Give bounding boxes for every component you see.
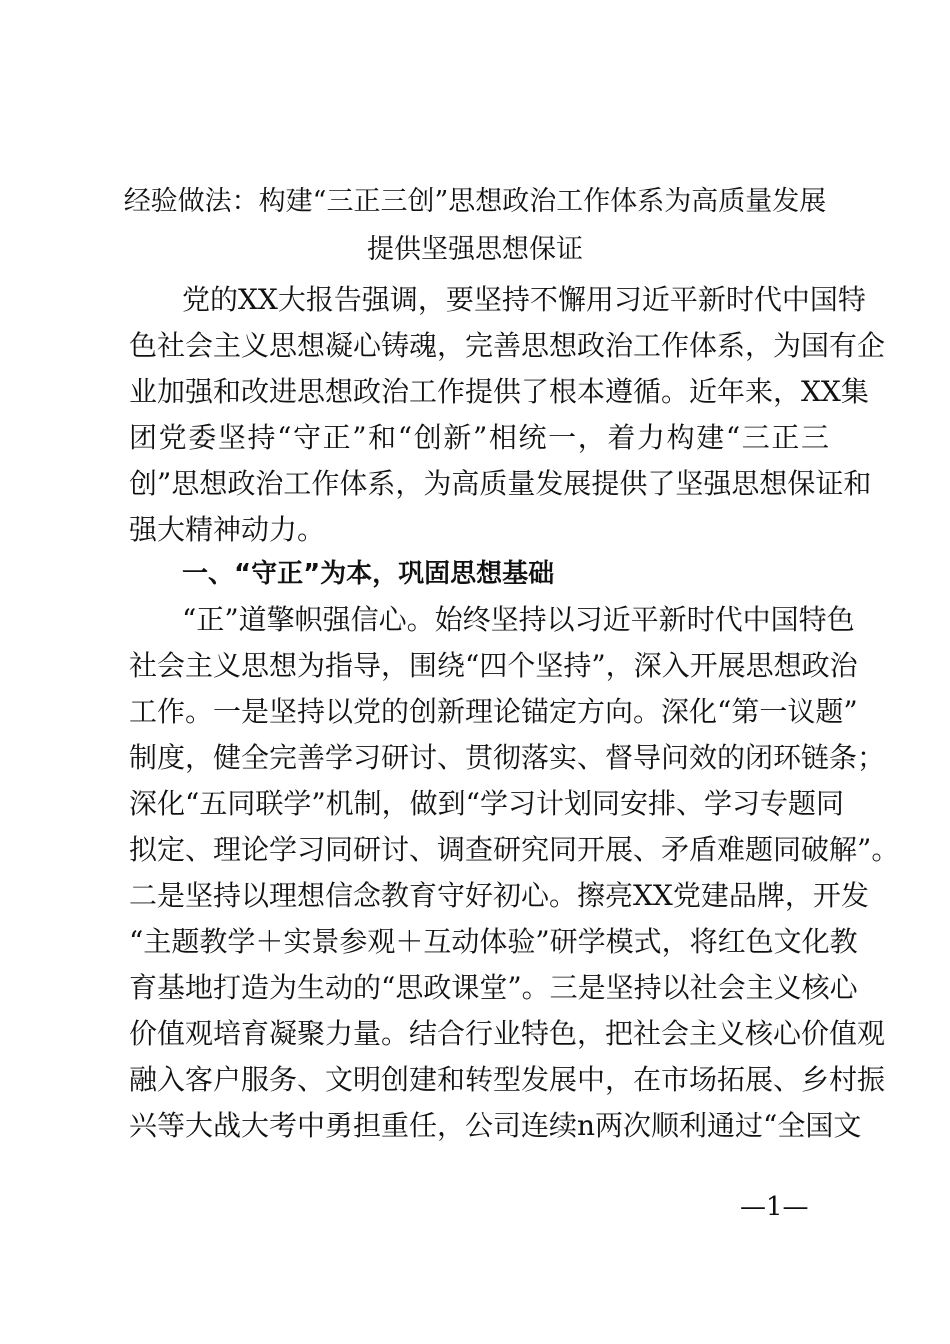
section-heading: 一、“守正”为本，巩固思想基础 [182, 559, 555, 589]
section-paragraph-line: 工作。一是坚持以党的创新理论锚定方向。深化“第一议题” [129, 695, 858, 728]
section-paragraph-line: 育基地打造为生动的“思政课堂”。三是坚持以社会主义核心 [129, 971, 858, 1004]
section-paragraph-line: 深化“五同联学”机制，做到“学习计划同安排、学习专题同 [129, 787, 844, 820]
section-paragraph-line: 兴等大战大考中勇担重任，公司连续n两次顺利通过“全国文 [129, 1109, 862, 1142]
intro-paragraph-line: 业加强和改进思想政治工作提供了根本遵循。近年来，XX集 [129, 375, 869, 408]
section-paragraph-line: 社会主义思想为指导，围绕“四个坚持”，深入开展思想政治 [129, 649, 858, 682]
intro-paragraph-line: 强大精神动力。 [129, 513, 326, 546]
section-paragraph-line: 制度，健全完善学习研讨、贯彻落实、督导问效的闭环链条； [129, 741, 886, 774]
section-paragraph-line: 拟定、理论学习同研讨、调查研究同开展、矛盾难题同破解”。 [129, 833, 900, 866]
intro-paragraph-line: 创”思想政治工作体系，为高质量发展提供了坚强思想保证和 [129, 467, 872, 500]
intro-paragraph-line: 色社会主义思想凝心铸魂，完善思想政治工作体系，为国有企 [129, 329, 886, 362]
document-title-line-2: 提供坚强思想保证 [367, 234, 583, 265]
page-number: —1— [740, 1192, 809, 1222]
intro-paragraph-line: 团党委坚持“守正”和“创新”相统一，着力构建“三正三 [129, 421, 829, 454]
section-paragraph-line: 价值观培育凝聚力量。结合行业特色，把社会主义核心价值观 [129, 1017, 886, 1050]
intro-paragraph-line: 党的XX大报告强调，要坚持不懈用习近平新时代中国特 [182, 283, 866, 316]
section-paragraph-line: “主题教学＋实景参观＋互动体验”研学模式，将红色文化教 [129, 925, 858, 958]
section-paragraph-line: 融入客户服务、文明创建和转型发展中，在市场拓展、乡村振 [129, 1063, 886, 1096]
section-paragraph-line: 二是坚持以理想信念教育守好初心。擦亮XX党建品牌，开发 [129, 879, 869, 912]
section-paragraph-line: “正”道擎帜强信心。始终坚持以习近平新时代中国特色 [182, 603, 855, 636]
document-title-line-1: 经验做法：构建“三正三创”思想政治工作体系为高质量发展 [123, 186, 827, 217]
